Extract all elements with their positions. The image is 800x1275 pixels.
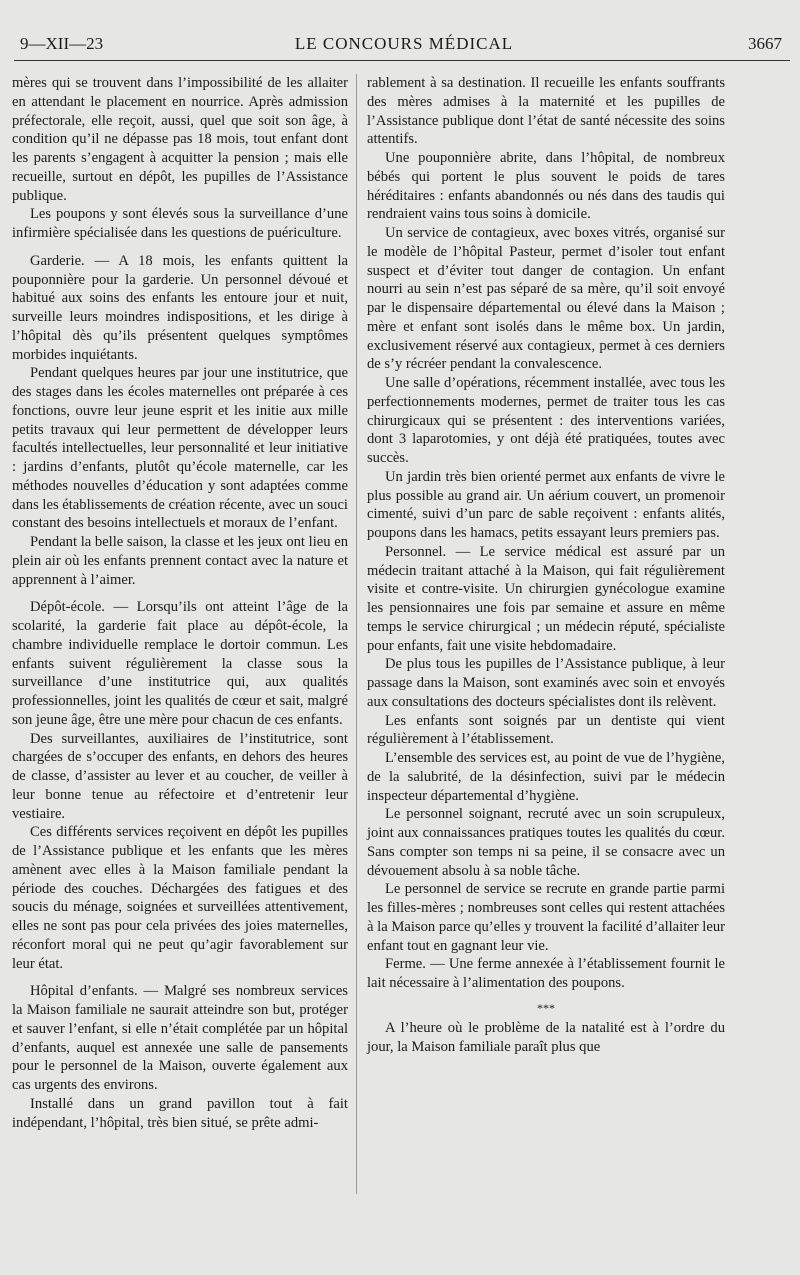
section-depot-ecole: Dépôt-école. — Lorsqu’ils ont atteint l’âge de la scolarité, la garderie fait place au dépôt-école, la chambre individuelle remplace le dortoir commun. Les enfants suivent régulièrement la classe sous la surveillance d’une institutrice qui, aux qualités professionnelles, joint les qualités de cœur et sait, malgré son jeune âge, être une mère pour chacun de ces enfants. <box>12 599 348 728</box>
paragraph: Les poupons y sont élevés sous la surveillance d’une infirmière spécialisée dans les questions de puériculture. <box>12 206 348 241</box>
section-ferme: Ferme. — Une ferme annexée à l’établissement fournit le lait nécessaire à l’alimentation des poupons. <box>367 956 725 991</box>
column-divider <box>356 74 357 1194</box>
header-rule <box>14 60 790 61</box>
paragraph: Les enfants sont soignés par un dentiste qui vient régulièrement à l’établissement. <box>367 712 725 748</box>
right-column <box>367 74 725 1056</box>
left-column <box>12 74 348 1132</box>
paragraph: De plus tous les pupilles de l’Assistance publique, à leur passage dans la Maison, sont examinés avec soin et envoyés aux consultations des docteurs spécialistes dont ils relèvent. <box>367 656 725 710</box>
paragraph: Ces différents services reçoivent en dépôt les pupilles de l’Assistance publique et les enfants que les mères amènent avec elles à la Maison familiale pendant la période des couches. Déchargées des fatigues et des soucis du ménage, soignées et surveillées attentivement, elles ne sont pas pour cela privées des joies maternelles, réconfort moral qui ne peut qu’agir favorablement sur leur état. <box>12 824 348 972</box>
journal-title: LE CONCOURS MÉDICAL <box>294 34 514 53</box>
section-hopital: Hôpital d’enfants. — Malgré ses nombreux services la Maison familiale ne saurait atteindre son but, protéger et sauver l’enfant, si elle n’était complétée par un hôpital d’enfants, auquel est annexée une salle de pansements pour le personnel de la Maison, ouverte également aux cas urgents des environs. <box>12 983 348 1093</box>
paragraph: Des surveillantes, auxiliaires de l’institutrice, sont chargées de s’occuper des enfants, en dehors des heures de classe, d’assister au lever et au coucher, de veiller à leur bonne tenue au réfectoire et d’entretenir leur vestiaire. <box>12 730 348 822</box>
paragraph: rablement à sa destination. Il recueille les enfants souffrants des mères admises à la maternité et les pupilles de l’Assistance publique dont l’état de santé nécessite des soins attentifs. <box>367 75 725 148</box>
paragraph: Installé dans un grand pavillon tout à fait indépendant, l’hôpital, très bien situé, se prête admi- <box>12 1095 348 1131</box>
paragraph: Un service de contagieux, avec boxes vitrés, organisé sur le modèle de l’hôpital Pasteur, permet d’isoler tout enfant suspect et d’éviter tout danger de contagion. Un enfant nourri au sein n’est pas séparé de sa mère, qu’il soit envoyé par le dispensaire départemental ou élevé dans la Maison ; mère et enfant sont isolés dans le même box. Un jardin, exclusivement réservé aux contagieux, permet à ces derniers de s’y récréer pendant la convalescence. <box>367 225 725 373</box>
section-personnel: Personnel. — Le service médical est assuré par un médecin traitant attaché à la Maison, qui fait régulièrement visite et contre-visite. Un chirurgien gynécologue examine les pensionnaires une fois par semaine et assure en même temps le service chirurgical ; un médecin réputé, spécialiste pour enfants, fait une visite hebdomadaire. <box>367 543 725 654</box>
paragraph: Un jardin très bien orienté permet aux enfants de vivre le plus possible au grand air. Un aérium couvert, un promenoir cimenté, suivi d’un parc de sable reçoivent : enfants alités, poupons dans les hamacs, petits essayant leurs premiers pas. <box>367 468 725 541</box>
paragraph: Une pouponnière abrite, dans l’hôpital, de nombreux bébés qui portent le plus souvent le poids de tares héréditaires : enfants abandonnés ou nés dans des taudis qui rendraient vains tous soins à domicile. <box>367 150 725 223</box>
paragraph: Une salle d’opérations, récemment installée, avec tous les perfectionnements modernes, permet de traiter tous les cas chirurgicaux qui se présentent : des interventions variées, dont 3 laparotomies, y ont déjà été pratiquées, toutes avec succès. <box>367 375 725 466</box>
paragraph: Le personnel de service se recrute en grande partie parmi les filles-mères ; nombreuses sont celles qui restent attachées à la Maison parce qu’elles y trouvent la facilité d’allaiter leur enfant tout en gagnant leur vie. <box>367 881 725 954</box>
page-header <box>20 30 788 60</box>
closing-paragraph: A l’heure où le problème de la natalité est à l’ordre du jour, la Maison familiale paraît plus que <box>367 1019 725 1055</box>
asterism-separator: *** <box>537 1000 555 1015</box>
issue-date: 9—XII—23 <box>20 34 104 53</box>
paragraph: mères qui se trouvent dans l’impossibilité de les allaiter en attendant le placement en nourrice. Après admission préfectorale, elle reçoit, aussi, quel que soit son âge, à condition qu’il ne dépasse pas 18 mois, tout enfant dont les parents s’engagent à acquitter la pension ; mais elle recueille, surtout en dépôt, les pupilles de l’Assistance publique. <box>12 75 348 204</box>
paragraph: L’ensemble des services est, au point de vue de l’hygiène, de la salubrité, de la désinfection, suivi par le médecin inspecteur départemental d’hygiène. <box>367 750 725 804</box>
paragraph: Le personnel soignant, recruté avec un soin scrupuleux, joint aux connaissances pratiques toutes les qualités du cœur. Sans compter son temps ni sa peine, il se consacre avec un dévouement absolu à sa noble tâche. <box>367 806 725 879</box>
paragraph: Pendant quelques heures par jour une institutrice, que des stages dans les écoles maternelles ont préparée à ces fonctions, ouvre leur jeune esprit et les initie aux mille petits travaux qui leur permettent de développer leurs facultés intellectuelles, leur personnalité et leur initiative : jardins d’enfants, plutôt qu’école maternelle, car les méthodes nouvelles d’éducation y sont adaptées comme dans les établissements de création récente, avec un souci constant des besoins intellectuels et moraux de l’enfant. <box>12 365 348 532</box>
page-number: 3667 <box>748 34 782 53</box>
paragraph: Pendant la belle saison, la classe et les jeux ont lieu en plein air où les enfants prennent contact avec la nature et apprennent à l’aimer. <box>12 534 348 588</box>
section-garderie: Garderie. — A 18 mois, les enfants quittent la pouponnière pour la garderie. Un personnel dévoué et habitué aux soins des enfants les entoure jour et nuit, surveille leurs moindres indispositions, et les dirige à l’hôpital dès qu’ils présentent quelques symptômes morbides inquiétants. <box>12 252 348 363</box>
